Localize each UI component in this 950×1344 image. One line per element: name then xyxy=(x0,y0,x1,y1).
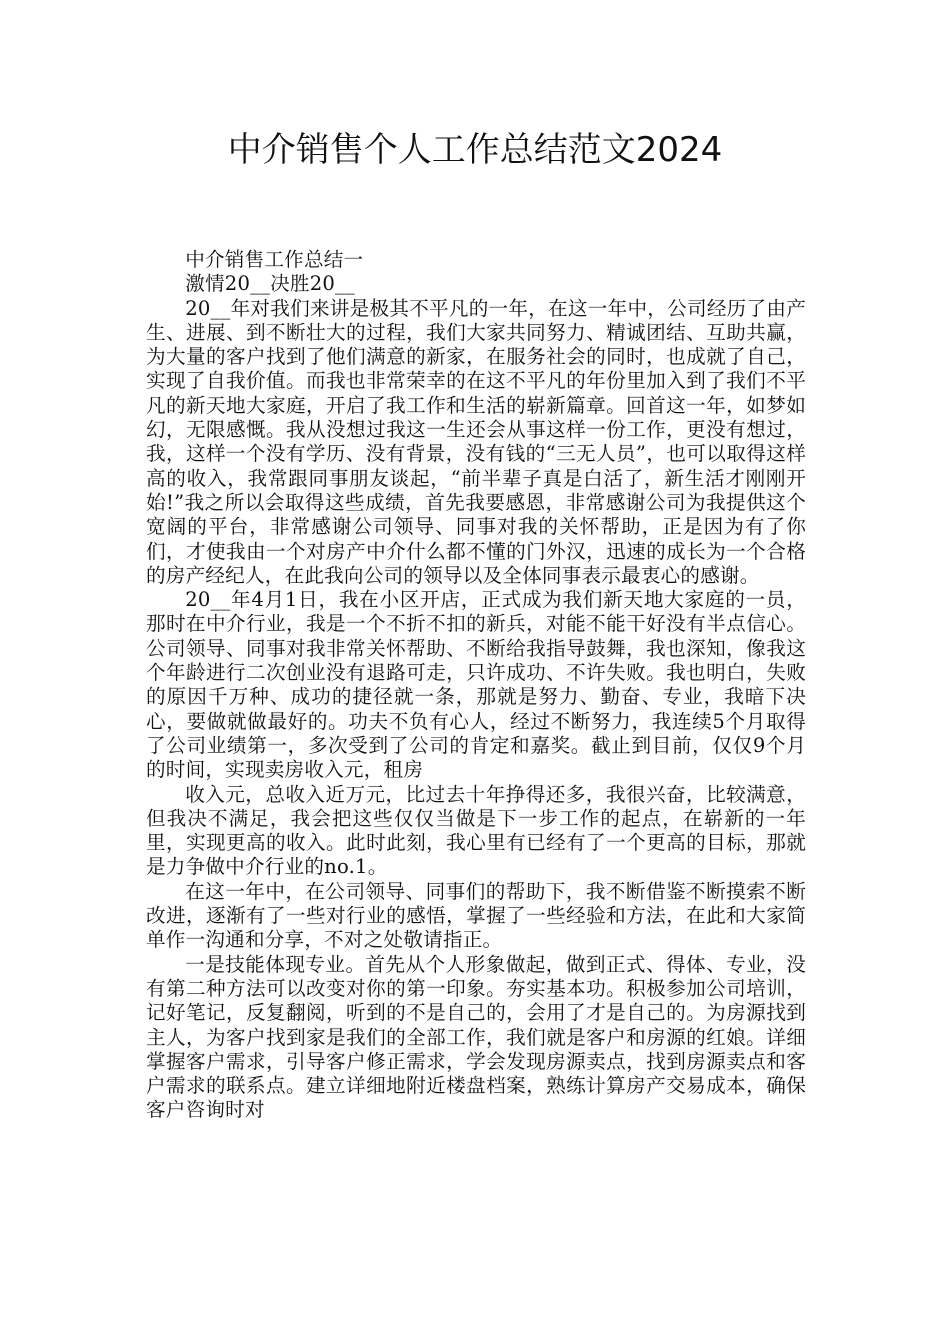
section-heading: 中介销售工作总结一 xyxy=(185,248,364,271)
document-body xyxy=(146,248,806,1123)
document-title: 中介销售个人工作总结范文2024 xyxy=(227,130,723,170)
section-subheading: 激情20__决胜20__ xyxy=(185,272,356,296)
paragraph-4: 在这一年中，在公司领导、同事们的帮助下，我不断借鉴不断摸索不断改进，逐渐有了一些对行业的感悟，掌握了一些经验和方法，在此和大家简单作一沟通和分享，不对之处敬请指正。 xyxy=(146,879,806,952)
paragraph-3: 收入元，总收入近万元，比过去十年挣得还多，我很兴奋，比较满意，但我决不满足，我会把这些仅仅当做是下一步工作的起点，在崭新的一年里，实现更高的收入。此时此刻，我心里有已经有了一个更高的目标，那就是力争做中介行业的no.1。 xyxy=(146,782,806,879)
paragraph-2: 20__年4月1日，我在小区开店，正式成为我们新天地大家庭的一员，那时在中介行业，我是一个不折不扣的新兵，对能不能干好没有半点信心。公司领导、同事对我非常关怀帮助、不断给我指导鼓舞，我也深知，像我这个年龄进行二次创业没有退路可走，只许成功、不许失败。我也明白，失败的原因千万种、成功的捷径就一条，那就是努力、勤奋、专业，我暗下决心，要做就做最好的。功夫不负有心人，经过不断努力，我连续5个月取得了公司业绩第一，多次受到了公司的肯定和嘉奖。截止到目前，仅仅9个月的时间，实现卖房收入元，租房 xyxy=(146,588,806,782)
paragraph-1: 20__年对我们来讲是极其不平凡的一年，在这一年中，公司经历了由产生、进展、到不断壮大的过程，我们大家共同努力、精诚团结、互助共赢，为大量的客户找到了他们满意的新家，在服务社会的同时，也成就了自己，实现了自我价值。而我也非常荣幸的在这不平凡的年份里加入到了我们不平凡的新天地大家庭，开启了我工作和生活的崭新篇章。回首这一年，如梦如幻，无限感慨。我从没想过我这一生还会从事这样一份工作，更没有想过，我，这样一个没有学历、没有背景，没有钱的“三无人员”，也可以取得这样高的收入，我常跟同事朋友谈起，“前半辈子真是白活了，新生活才刚刚开始!”我之所以会取得这些成绩，首先我要感恩，非常感谢公司为我提供这个宽阔的平台，非常感谢公司领导、同事对我的关怀帮助，正是因为有了你们，才使我由一个对房产中介什么都不懂的门外汉，迅速的成长为一个合格的房产经纪人，在此我向公司的领导以及全体同事表示最衷心的感谢。 xyxy=(146,296,806,587)
paragraph-5: 一是技能体现专业。首先从个人形象做起，做到正式、得体、专业，没有第二种方法可以改变对你的第一印象。夯实基本功。积极参加公司培训，记好笔记，反复翻阅，听到的不是自己的，会用了才是自己的。为房源找到主人，为客户找到家是我们的全部工作，我们就是客户和房源的红娘。详细掌握客户需求，引导客户修正需求，学会发现房源卖点，找到房源卖点和客户需求的联系点。建立详细地附近楼盘档案，熟练计算房产交易成本，确保客户咨询时对 xyxy=(146,952,806,1122)
